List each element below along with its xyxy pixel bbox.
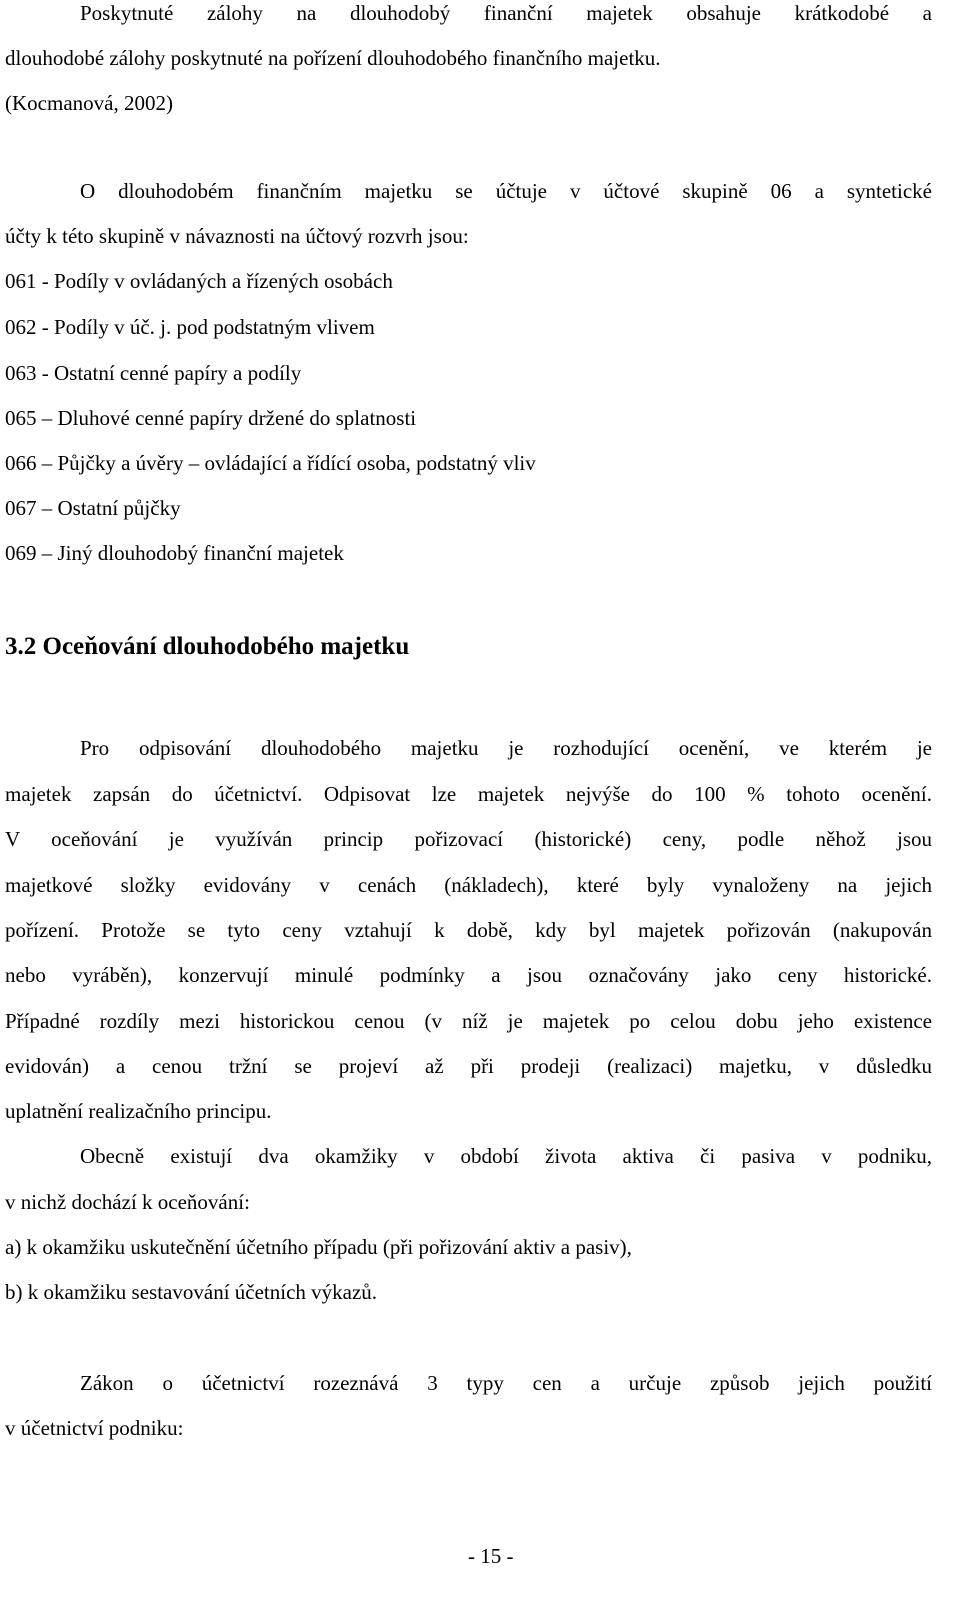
text-line: Poskytnuté zálohy na dlouhodobý finanční majetek obsahuje krátkodobé a bbox=[80, 1, 932, 25]
paragraph-line: evidován) a cenou tržní se projeví až při prodeji (realizaci) majetku, v důsledku bbox=[5, 1054, 932, 1078]
paragraph-line: majetek zapsán do účetnictví. Odpisovat lze majetek nejvýše do 100 % tohoto ocenění. bbox=[5, 782, 932, 806]
account-item: 061 - Podíly v ovládaných a řízených osobách bbox=[5, 269, 393, 293]
list-item: a) k okamžiku uskutečnění účetního případu (při pořizování aktiv a pasiv), bbox=[5, 1235, 632, 1259]
section-heading: 3.2 Oceňování dlouhodobého majetku bbox=[5, 633, 410, 660]
account-item: 062 - Podíly v úč. j. pod podstatným vlivem bbox=[5, 315, 375, 339]
paragraph-line: majetkové složky evidovány v cenách (nákladech), které byly vynaloženy na jejich bbox=[5, 873, 932, 897]
paragraph-line: Zákon o účetnictví rozeznává 3 typy cen a určuje způsob jejich použití bbox=[80, 1371, 932, 1395]
paragraph-line: pořízení. Protože se tyto ceny vztahují k době, kdy byl majetek pořizován (nakupován bbox=[5, 918, 932, 942]
account-item: 069 – Jiný dlouhodobý finanční majetek bbox=[5, 541, 344, 565]
text-line: (Kocmanová, 2002) bbox=[5, 91, 173, 115]
paragraph-line: V oceňování je využíván princip pořizovací (historické) ceny, podle něhož jsou bbox=[5, 827, 932, 851]
paragraph-line: Pro odpisování dlouhodobého majetku je rozhodující ocenění, ve kterém je bbox=[80, 736, 932, 760]
text-line: účty k této skupině v návaznosti na účtový rozvrh jsou: bbox=[5, 224, 469, 248]
account-item: 067 – Ostatní půjčky bbox=[5, 496, 181, 520]
text-line: dlouhodobé zálohy poskytnuté na pořízení dlouhodobého finančního majetku. bbox=[5, 46, 661, 70]
paragraph-line: Obecně existují dva okamžiky v období života aktiva či pasiva v podniku, bbox=[80, 1144, 932, 1168]
paragraph-line: uplatnění realizačního principu. bbox=[5, 1099, 272, 1123]
account-item: 063 - Ostatní cenné papíry a podíly bbox=[5, 361, 302, 385]
paragraph-line: nebo vyráběn), konzervují minulé podmínky a jsou označovány jako ceny historické. bbox=[5, 963, 932, 987]
text-line: O dlouhodobém finančním majetku se účtuje v účtové skupině 06 a syntetické bbox=[80, 179, 932, 203]
page-number: - 15 - bbox=[468, 1544, 514, 1568]
paragraph-line: v nichž dochází k oceňování: bbox=[5, 1190, 250, 1214]
paragraph-line: v účetnictví podniku: bbox=[5, 1416, 184, 1440]
list-item: b) k okamžiku sestavování účetních výkazů. bbox=[5, 1280, 378, 1304]
account-item: 066 – Půjčky a úvěry – ovládající a řídící osoba, podstatný vliv bbox=[5, 451, 536, 475]
paragraph-line: Případné rozdíly mezi historickou cenou (v níž je majetek po celou dobu jeho existence bbox=[5, 1009, 932, 1033]
account-item: 065 – Dluhové cenné papíry držené do splatnosti bbox=[5, 406, 417, 430]
